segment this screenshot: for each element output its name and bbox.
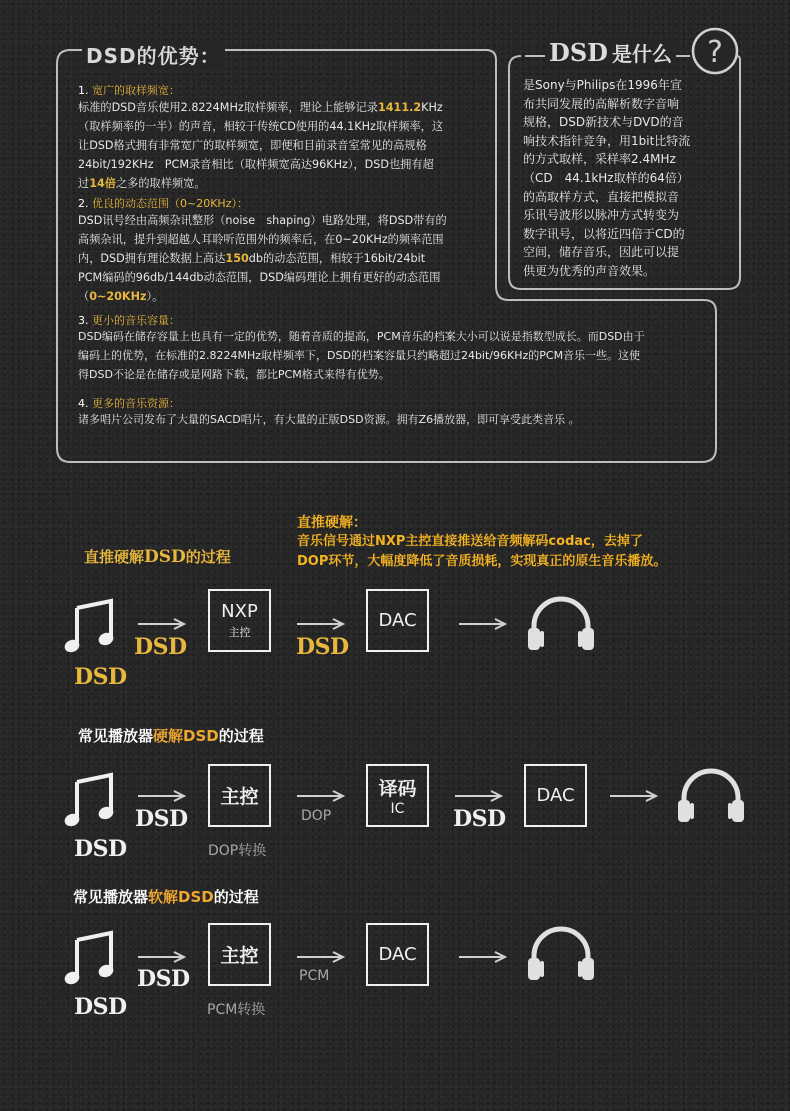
paragraph-line: DSD讯号经由高频杂讯整形（noise shaping）电路处理，将DSD带有的 [78,214,447,227]
music-note-icon [65,598,120,656]
music-note-icon [65,930,120,988]
what-is-line: （CD 44.1kHz取样的64倍） [523,170,689,185]
what-is-line: 供更为优秀的声音效果。 [523,263,656,278]
controller-box [208,923,271,986]
hard-arrow2-label: DOP [301,808,332,824]
advantage-3-paragraph [78,327,708,384]
arrow-right-icon [459,950,509,964]
music-note-icon [65,772,120,830]
headphones-icon [526,924,596,982]
dac-box [366,589,429,652]
paragraph-line: 内，DSD拥有理论数据上高达150db的动态范围，相较于16bit/24bit [78,252,426,265]
soft-title: 常见播放器软解DSD的过程 [73,888,259,906]
advantages-title: DSD的优势： [82,40,225,69]
what-is-paragraph [523,76,708,281]
paragraph-line: 高频杂讯，提升到超越人耳聆听范围外的频率后，在0~20KHz的频率范围 [78,233,444,246]
what-is-line: 的方式取样，采样率2.4MHz [523,152,676,167]
advantage-4-head-text: 更多的音乐资源： [92,397,180,410]
direct-title: 直推硬解DSD的过程 [84,547,231,567]
soft-arrow1-label: DSD [137,966,190,992]
pcm-conversion-note: PCM转换 [207,1002,266,1018]
direct-arrow1-label: DSD [134,634,187,660]
soft-arrow2-label: PCM [299,968,330,984]
paragraph-line: 得DSD不论是在储存或是网路下载，都比PCM格式来得有优势。 [78,368,390,381]
dac-label: DAC [536,785,575,806]
hard-title: 常见播放器硬解DSD的过程 [78,727,264,745]
paragraph-line: 编码上的优势，在标准的2.8224MHz取样频率下，DSD的档案容量只约略超过24bit/96KHz的PCM音乐一些。这使 [78,349,641,362]
hard-source-label: DSD [74,836,127,862]
dac-box [366,923,429,986]
headphones-icon [676,766,746,824]
arrow-right-icon [455,789,505,803]
what-is-title [545,38,676,67]
advantage-2-head-text: 优良的动态范围（0~20KHz）： [92,197,248,210]
advantage-3-head-text: 更小的音乐容量： [92,314,180,327]
dop-conversion-note: DOP转换 [208,843,267,859]
decoder-ic-box [366,764,429,827]
paragraph-line: 24bit/192KHz PCM录音相比（取样频宽高达96KHz），DSD也拥有超 [78,158,434,171]
paragraph-line: DSD编码在储存容量上也具有一定的优势，随着音质的提高，PCM音乐的档案大小可以说是指数型成长。而DSD由于 [78,330,645,343]
question-mark-glyph: ? [707,35,723,70]
advantage-1-head-text: 宽广的取样频宽： [92,84,180,97]
soft-source-label: DSD [74,994,127,1020]
hard-arrow3-label: DSD [453,806,506,832]
paragraph-line: 过14倍之多的取样频宽。 [78,177,206,190]
arrow-right-icon [297,950,347,964]
controller-label: 主控 [228,626,251,639]
direct-source-label: DSD [74,664,127,690]
advantage-1-number: 1. [78,84,92,97]
what-is-line: 响技术指针竞争，用1bit比特流 [523,133,691,148]
headphones-icon [526,594,596,652]
direct-arrow2-label: DSD [296,634,349,660]
what-is-line: 布共同发展的高解析数字音响 [523,96,680,111]
question-circle-icon [690,26,740,76]
arrow-right-icon [138,950,188,964]
paragraph-line: （0~20KHz）。 [78,290,164,303]
advantage-4-heading [78,395,180,411]
what-is-line: 乐讯号波形以脉冲方式转变为 [523,208,680,223]
controller-label: 主控 [220,786,259,808]
nxp-controller-box [208,589,271,652]
direct-note-heading: 直推硬解： [297,515,367,531]
what-is-title-dsd: DSD [549,38,608,67]
what-is-line: 规格，DSD新技术与DVD的音 [523,115,684,130]
paragraph-line: PCM编码的96db/144db动态范围，DSD编码理论上拥有更好的动态范围 [78,271,441,284]
what-is-line: 数字讯号，以将近四倍于CD的 [523,226,685,241]
paragraph-line: 让DSD格式拥有非常宽广的取样频宽，即便和目前录音室常见的高规格 [78,139,427,152]
controller-box [208,764,271,827]
arrow-right-icon [297,617,347,631]
direct-note-line: DOP环节，大幅度降低了音质损耗，实现真正的原生音乐播放。 [297,554,667,569]
direct-note-line: 音乐信号通过NXP主控直接推送给音频解码codac，去掉了 [297,534,643,549]
ic-label: IC [390,801,405,817]
dac-label: DAC [378,944,417,965]
advantage-2-heading [78,195,248,211]
advantage-2-number: 2. [78,197,92,210]
direct-note-text [297,532,666,572]
advantage-3-number: 3. [78,314,92,327]
decoder-label: 译码 [378,778,417,800]
advantage-2-paragraph [78,211,498,306]
nxp-label: NXP [221,601,258,622]
what-is-line: 是Sony与Philips在1996年宣 [523,78,682,92]
dac-label: DAC [378,610,417,631]
paragraph-line: 诸多唱片公司发布了大量的SACD唱片，有大量的正版DSD资源。拥有Z6播放器，即可享受此类音乐 。 [78,413,580,426]
advantage-1-paragraph [78,98,498,193]
controller-label: 主控 [220,945,259,967]
advantage-4-number: 4. [78,397,92,410]
what-is-line: 的高取样方式，直接把模拟音 [523,189,680,204]
paragraph-line: 标准的DSD音乐使用2.8224MHz取样频率，理论上能够记录1411.2KHz [78,101,443,114]
dac-box [524,764,587,827]
arrow-right-icon [138,789,188,803]
advantage-4-paragraph [78,410,708,429]
hard-arrow1-label: DSD [135,806,188,832]
arrow-right-icon [138,617,188,631]
advantage-1-heading [78,82,180,98]
what-is-line: 空间，储存音乐，因此可以提 [523,245,680,260]
arrow-right-icon [297,789,347,803]
arrow-right-icon [610,789,660,803]
arrow-right-icon [459,617,509,631]
advantage-3-heading [78,312,180,328]
what-is-title-rest: 是什么 [611,42,672,66]
paragraph-line: （取样频率的一半）的声音，相较于传统CD使用的44.1KHz取样频率，这 [78,120,444,133]
